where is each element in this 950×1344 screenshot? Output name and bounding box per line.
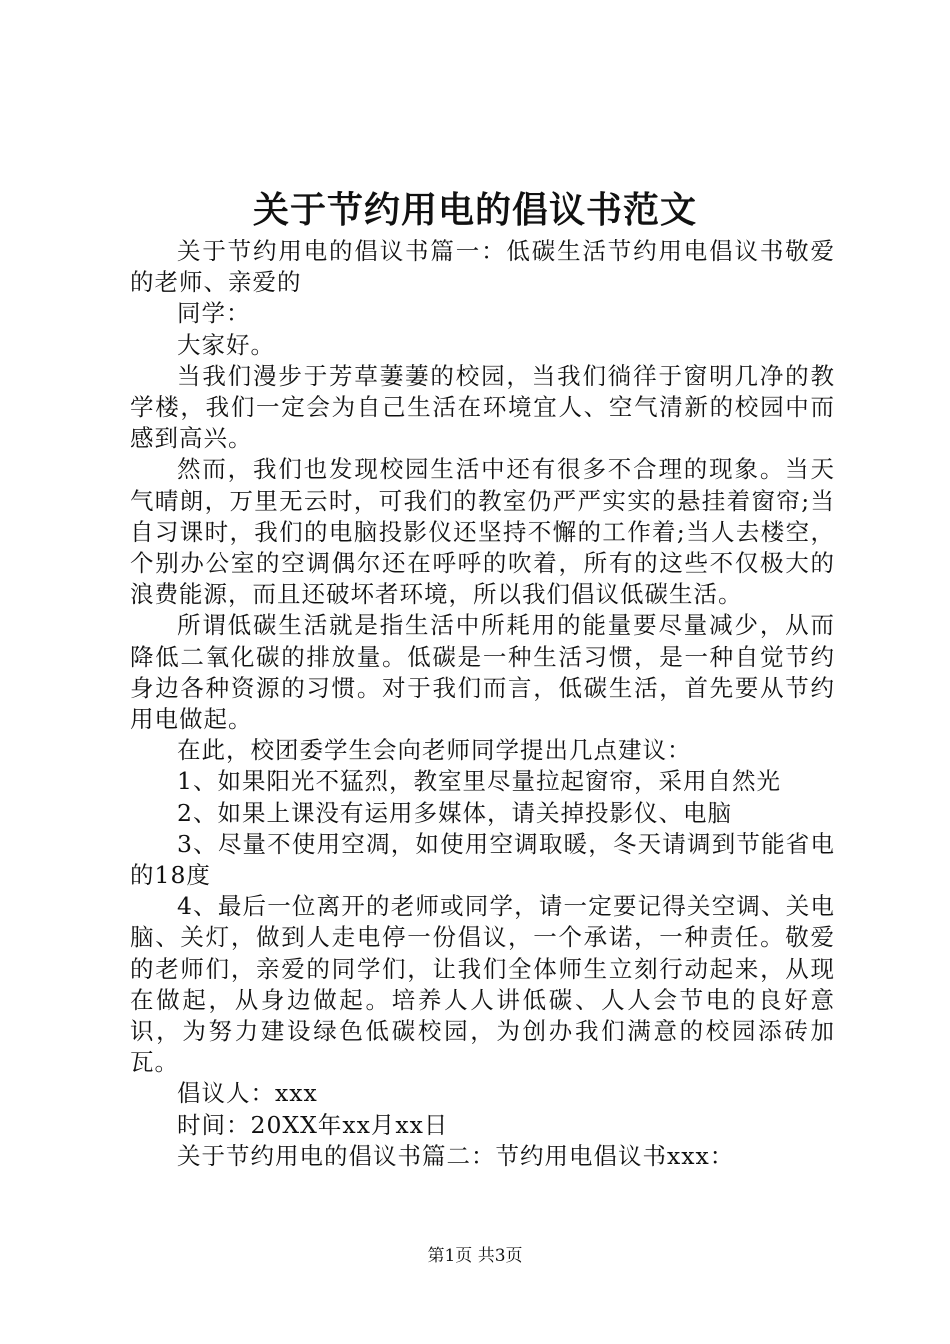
suggestion-item-1: 1、如果阳光不猛烈，教室里尽量拉起窗帘，采用自然光 [177,767,781,796]
paragraph-suggestions-intro: 在此，校团委学生会向老师同学提出几点建议： [177,736,692,765]
page-number-footer: 第1页 共3页 [427,1246,523,1266]
signature-date: 时间：20XX年xx月xx日 [177,1110,449,1139]
suggestion-item-2: 2、如果上课没有运用多媒体，请关掉投影仪、电脑 [177,798,732,827]
paragraph-part-two-heading: 关于节约用电的倡议书篇二：节约用电倡议书xxx： [177,1141,735,1170]
suggestion-item-3: 3、尽量不使用空凋，如使用空调取暖，冬天请调到节能省电的18度 [130,829,835,890]
signature-proposer: 倡议人：xxx [177,1079,318,1108]
paragraph-low-carbon: 所谓低碳生活就是指生活中所耗用的能量要尽量减少，从而降低二氧化碳的排放量。低碳是一种生活习惯，是一种自觉节约身边各种资源的习惯。对于我们而言，低碳生活，首先要从节约用电做起。 [130,611,835,734]
document-body [130,236,835,1172]
paragraph-greeting-students: 同学： [177,299,251,328]
paragraph-problems: 然而，我们也发现校园生活中还有很多不合理的现象。当天气晴朗，万里无云时，可我们的教室仍严严实实的悬挂着窗帘;当自习课时，我们的电脑投影仪还坚持不懈的工作着;当人去楼空，个别办公室的空调偶尔还在呼呼的吹着，所有的这些不仅极大的浪费能源，而且还破坏者环境，所以我们倡议低碳生活。 [130,455,835,609]
paragraph-campus: 当我们漫步于芳草萋萋的校园，当我们徜徉于窗明几净的教学楼，我们一定会为自己生活在环境宜人、空气清新的校园中而感到高兴。 [130,361,835,453]
suggestion-item-4: 4、最后一位离开的老师或同学，请一定要记得关空调、关电脑、关灯，做到人走电停一份倡议，一个承诺，一种责任。敬爱的老师们，亲爱的同学们，让我们全体师生立刻行动起来，从现在做起，从身边做起。培养人人讲低碳、人人会节电的良好意识，为努力建设绿色低碳校园，为创办我们满意的校园添砖加瓦。 [130,892,835,1077]
paragraph-hello: 大家好。 [177,330,275,359]
paragraph-intro: 关于节约用电的倡议书篇一：低碳生活节约用电倡议书敬爱的老师、亲爱的 [130,237,835,297]
document-title: 关于节约用电的倡议书范文 [252,189,697,231]
